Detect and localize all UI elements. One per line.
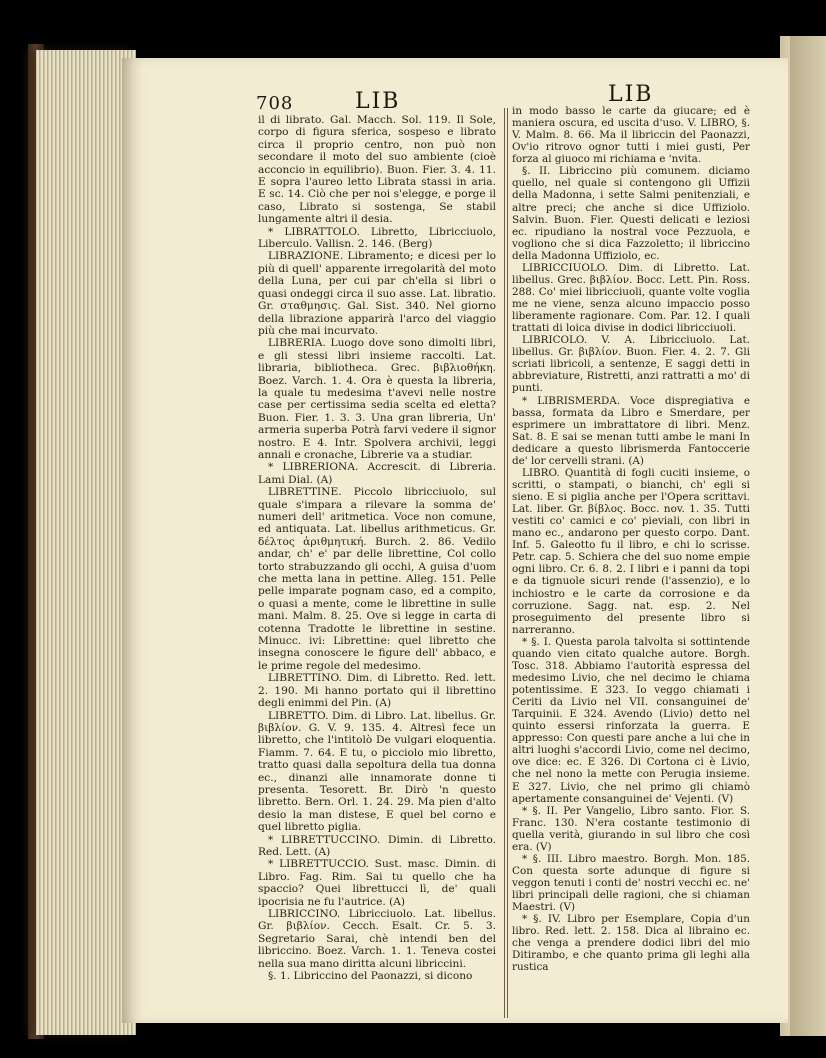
page-number: 708 (256, 93, 294, 114)
column-divider-inner (507, 108, 508, 1018)
entry-paragraph: * §. I. Questa parola talvolta si sottintende quando vien citato qualche autore. Borgh. Tosc. 318. Abbiamo l'autorità espressa del medesimo Livio, che nel decimo le chiama potentissime. E 323. Io veggo chiamati i Ceriti da Livio nel VII. consanguinei de' Tarquinii. E 324. Avendo (Livio) detto nel quinto essersi rinforzata la guerra. E appresso: Con questi pare anche a lui che in altri luoghi s'accordi Livio, come nel decimo, ove dice: ec. E 326. Di Cortona ci è Livio, che nel nono la mette con Perugia insieme. E 327. Livio, che nel primo gli chiamò apertamente consanguinei de' Vejenti. (V) (512, 635, 750, 805)
entry-paragraph: * LIBRISMERDA. Voce dispregiativa e bassa, formata da Libro e Smerdare, per esprimere un imbrattatore di libri. Menz. Sat. 8. E sai se menan tutti ambe le mani In dedicare a questo librismerda Fantoccerie de' lor cervelli strani. (A) (512, 394, 750, 467)
entry-paragraph: LIBRAZIONE. Libramento; e dicesi per lo più di quell' apparente irregolarità del moto della Luna, per cui par ch'ella si libri o quasi ondeggi circa il suo asse. Lat. libratio. Gr. σταθμησις. Gal. Sist. 340. Nel giorno della librazione apparirà l'arco del viaggio più che mai incurvato. (258, 250, 496, 337)
entry-paragraph: LIBRERIA. Luogo dove sono dimolti libri, e gli stessi libri insieme raccolti. Lat. libraria, bibliotheca. Grec. βιβλιοθήκη. Boez. Varch. 1. 4. Ora è questa la libreria, la quale tu medesima t'avevi nelle nostre case per certissima sedia scelta ed eletta? Buon. Fier. 1. 3. 3. Una gran libreria, Un' armeria superba Potrà farvi vedere il signor nostro. E 4. Intr. Spolvera archivii, leggi annali e cronache, Librerie va a studiar. (258, 337, 496, 461)
entry-paragraph: * §. II. Per Vangelio, Libro santo. Fior. S. Franc. 130. N'era costante testimonio di quella verità, giurando in sul libro che così era. (V) (512, 804, 750, 853)
entry-paragraph: in modo basso le carte da giucare; ed è maniera oscura, ed uscita d'uso. V. LIBRO, §. V. Malm. 8. 66. Ma il libriccin del Paonazzi, Ov'io ritrovo ognor tutti i miei gusti, Per forza al giuoco mi richiama e 'nvita. (512, 105, 750, 166)
entry-paragraph: * §. IV. Libro per Esemplare, Copia d'un libro. Red. lett. 2. 158. Dica al libraino ec. che venga a prendere dodici libri del mio Ditirambo, e che quanto prima gli leghi alla rustica (512, 913, 750, 974)
entry-paragraph: * LIBRETTUCCINO. Dimin. di Libretto. Red. Lett. (A) (258, 833, 496, 858)
page-edges (36, 50, 136, 1035)
running-head-left: LIB (355, 89, 401, 114)
entry-paragraph: il di librato. Gal. Macch. Sol. 119. Il Sole, corpo di figura sferica, sospeso e librato circa il proprio centro, non può non secondare il moto del suo ambiente (cioè acconcio in equilibrio). Buon. Fier. 3. 4. 11. E sopra l'aureo letto Librata stassi in aria. E sc. 14. Ciò che per noi s'elegge, e porge il caso, Librato si sostenga, Se stabil lungamente altri il desia. (258, 114, 496, 226)
entry-paragraph: LIBRETTINE. Piccolo libricciuolo, sul quale s'impara a rilevare la somma de' numeri dell' aritmetica. Voce non comune, ed antiquata. Lat. libellus arithmeticus. Gr. δέλτος ἀριθμητική. Burch. 2. 86. Vedilo andar, ch' e' par delle librettine, Col collo torto strabuzzando gli occhi, A guisa d'uom che metta lana in pettine. Alleg. 151. Pelle pelle imparate pognam caso, ed a compito, o quasi a mente, come le librettine in sulle mani. Malm. 8. 25. Ove si legge in carta di cotenna Tradotte le librettine in sestine. Minucc. ivi: Librettine: quel libretto che insegna conoscere le figure dell' abbaco, e le prime regole del medesimo. (258, 486, 496, 672)
page-edge-right (790, 36, 826, 1036)
entry-paragraph: LIBRO. Quantità di fogli cuciti insieme, o scritti, o stampati, o bianchi, ch' egli si sieno. E si piglia anche per l'Opera scrittavi. Lat. liber. Gr. βίβλος. Bocc. nov. 1. 35. Tutti vestiti co' camici e co' pieviali, con libri in mano ec., andarono per questo corpo. Dant. Inf. 5. Galeotto fu il libro, e chi lo scrisse. Petr. cap. 5. Schiera che del suo nome empie ogni libro. Cr. 6. 8. 2. I libri e i panni da topi e da tignuole sicuri rende (l'assenzio), e lo inchiostro e le carte da corrosione e da corruzione. Sagg. nat. esp. 2. Nel proseguimento del presente libro si narreranno. (512, 466, 750, 636)
running-head-right: LIB (608, 82, 654, 107)
entry-paragraph: LIBRETTINO. Dim. di Libretto. Red. lett. 2. 190. Mi hanno portato qui il librettino degli enimmi del Pin. (A) (258, 672, 496, 710)
column-divider (504, 108, 505, 1018)
entry-paragraph: * LIBRETTUCCIO. Sust. masc. Dimin. di Libro. Fag. Rim. Sai tu quello che ha spaccio? Quei librettucci lì, de' quali ipocrisia ne fu l'autrice. (A) (258, 858, 496, 908)
left-column (258, 114, 496, 982)
entry-paragraph: LIBRICCIUOLO. Dim. di Libretto. Lat. libellus. Grec. βιβλίον. Bocc. Lett. Pin. Ross. 288. Co' miei libricciuoli, quante volte voglia me ne viene, senza alcuno impaccio posso liberamente ragionare. Com. Par. 12. I quali trattati di loica divise in dodici libricciuoli. (512, 261, 750, 335)
entry-paragraph: LIBRETTO. Dim. di Libro. Lat. libellus. Gr. βιβλίον. G. V. 9. 135. 4. Altresì fece un libretto, che l'intitolò De vulgari eloquentia. Fiamm. 7. 64. E tu, o picciolo mio libretto, tratto quasi dalla sepoltura della tua donna ec., dinanzi alle innamorate donne ti presenta. Tesorett. Br. Dirò 'n questo libretto. Bern. Orl. 1. 24. 29. Ma pien d'alto desio la man distese, E quel bel corno e quel libretto piglia. (258, 709, 496, 834)
right-column (512, 105, 750, 974)
entry-paragraph: * LIBRATTOLO. Libretto, Libricciuolo, Liberculo. Vallisn. 2. 146. (Berg) (258, 225, 496, 251)
entry-paragraph: LIBRICCINO. Libricciuolo. Lat. libellus. Gr. βιβλίον. Cecch. Esalt. Cr. 5. 3. Segretario Sarai, chè intendi ben del libriccino. Boez. Varch. 1. 1. Teneva costei nella sua mano diritta alcuni libriccini. (258, 908, 496, 970)
entry-paragraph: * LIBRERIONA. Accrescit. di Libreria. Lami Dial. (A) (258, 461, 496, 486)
entry-paragraph: LIBRICOLO. V. A. Libricciuolo. Lat. libellus. Gr. βιβλίον. Buon. Fier. 4. 2. 7. Gli scriati libricoli, a sentenze, E saggi detti in abbreviature, Ristretti, anzi rattratti a mo' di punti. (512, 334, 750, 395)
entry-paragraph: §. II. Libriccino più comunem. diciamo quello, nel quale si contengono gli Uffizii della Madonna, i sette Salmi penitenziali, e altre preci; che anche si dice Uffiziolo. Salvin. Buon. Fier. Questi delicati e leziosi ec. ripudiano la nostral voce Pezzuola, e vogliono che si dica Fazzoletto; il libriccino della Madonna Uffiziolo, ec. (512, 165, 750, 262)
entry-paragraph: * §. III. Libro maestro. Borgh. Mon. 185. Con questa sorte adunque di figure si veggon tenuti i conti de' nostri vecchi ec. ne' libri principali delle ragioni, che si chiaman Maestri. (V) (512, 852, 750, 914)
entry-paragraph: §. 1. Libriccino del Paonazzi, si dicono (268, 970, 473, 983)
